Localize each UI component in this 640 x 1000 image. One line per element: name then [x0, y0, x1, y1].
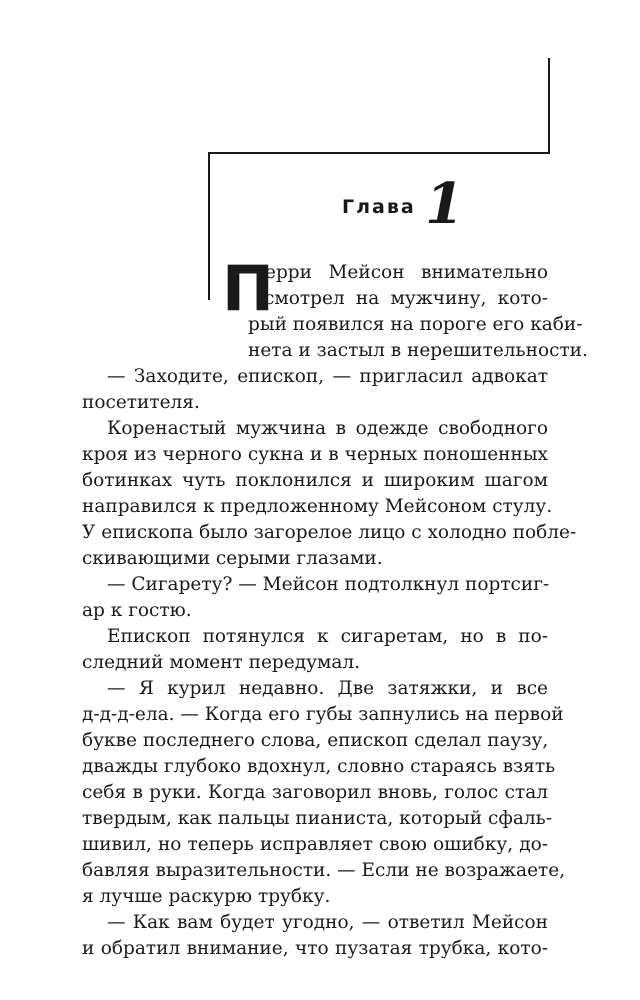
text-line: — Я курил недавно. Две затяжки, и все	[107, 678, 548, 699]
text-line: кроя из черного сукна и в черных поношенных	[82, 444, 548, 465]
drop-cap: П	[222, 252, 274, 325]
chapter-label: Глава	[342, 196, 416, 218]
text-line: твердым, как пальцы пианиста, который сфаль-	[82, 808, 552, 829]
text-line: направился к предложенному Мейсоном стулу.	[82, 496, 553, 517]
text-line: У епископа было загорелое лицо с холодно побле-	[82, 522, 577, 543]
frame-vertical-line	[548, 58, 550, 153]
text-line: ботинках чуть поклонился и широким шагом	[82, 470, 548, 491]
text-line: посетителя.	[82, 392, 200, 413]
text-line: — Заходите, епископ, — пригласил адвокат	[107, 366, 548, 387]
text-line: себя в руки. Когда заговорил вновь, голос стал	[82, 782, 548, 803]
text-line: — Как вам будет угодно, — ответил Мейсон	[107, 912, 548, 933]
text-line: — Сигарету? — Мейсон подтолкнул портсиг-	[107, 574, 550, 595]
text-line: скивающими серыми глазами.	[82, 548, 383, 569]
text-line: шивил, но теперь исправляет свою ошибку, до-	[82, 834, 548, 855]
text-line: бавляя выразительности. — Если не возражаете,	[82, 860, 566, 881]
text-line: дважды глубоко вдохнул, словно стараясь взять	[82, 756, 556, 777]
text-line: и обратил внимание, что пузатая трубка, кото-	[82, 938, 548, 959]
text-line: следний момент передумал.	[82, 652, 361, 673]
text-line: ар к гостю.	[82, 600, 192, 621]
frame-left-line	[208, 152, 210, 300]
text-line: ерри Мейсон внимательно	[265, 262, 548, 283]
text-line: я лучше раскурю трубку.	[82, 886, 331, 907]
text-line: смотрел на мужчину, кото-	[264, 288, 548, 309]
text-line: Епископ потянулся к сигаретам, но в по-	[107, 626, 548, 647]
text-line: рый появился на пороге его каби-	[248, 314, 583, 335]
text-line: д-д-д-ела. — Когда его губы запнулись на первой	[82, 704, 564, 725]
text-line: Коренастый мужчина в одежде свободного	[107, 418, 548, 439]
text-line: нета и застыл в нерешительности.	[248, 340, 588, 361]
chapter-number: 1	[425, 171, 464, 237]
text-line: букве последнего слова, епископ сделал паузу,	[82, 730, 549, 751]
frame-horizontal-line	[208, 152, 550, 154]
